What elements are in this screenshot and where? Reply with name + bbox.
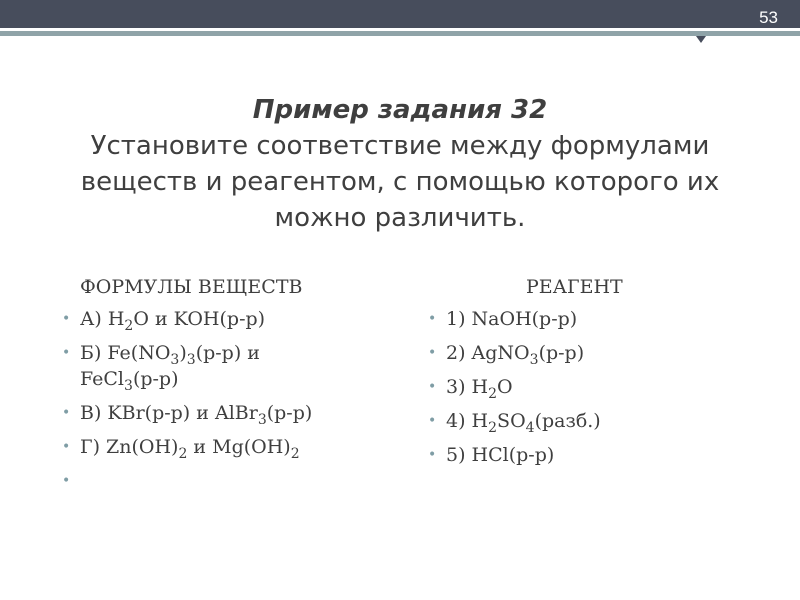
item-text: и Mg(OH) (187, 436, 291, 458)
title-line-1: Пример задания 32 (252, 95, 548, 125)
list-item (426, 442, 766, 468)
bullet-icon: • (428, 311, 437, 327)
subscript: 2 (488, 420, 498, 436)
slide-number: 53 (759, 8, 778, 27)
list-item (426, 374, 766, 400)
list-item (60, 340, 400, 392)
bullet-icon: • (428, 447, 437, 463)
formulas-header: ФОРМУЛЫ ВЕЩЕСТВ (80, 276, 303, 298)
item-text: Г) Zn(OH) (80, 436, 179, 458)
subscript: 2 (178, 446, 188, 462)
subscript: 3 (124, 378, 133, 394)
slide-title (20, 92, 780, 236)
reagents-column (426, 274, 766, 476)
item-text: (р-р) (538, 342, 585, 364)
list-item (60, 434, 400, 460)
bullet-icon: • (62, 439, 71, 455)
item-text: 1) NaOH(р-р) (446, 308, 578, 330)
item-text: O (497, 376, 513, 398)
item-text: А) H (80, 308, 125, 330)
subscript: 3 (529, 352, 539, 368)
item-text: 4) H (446, 410, 489, 432)
item-text: SO (497, 410, 526, 432)
list-item (426, 408, 766, 434)
list-item (426, 306, 766, 332)
item-text: 3) H (446, 376, 489, 398)
bullet-icon: • (62, 405, 71, 421)
list-item (426, 340, 766, 366)
subscript: 2 (290, 446, 300, 462)
title-line-3: веществ и реагентом, с помощью которого их (80, 167, 720, 197)
bullet-icon: • (62, 345, 71, 361)
list-item-empty (60, 468, 400, 494)
subscript: 3 (186, 352, 196, 368)
list-item (60, 306, 400, 332)
item-text: FeCl (80, 368, 125, 390)
slide-marker-icon (696, 36, 706, 43)
subscript: 2 (488, 386, 498, 402)
item-text: Б) Fe(NO (80, 342, 171, 364)
item-text: В) KBr(р-р) и AlBr (80, 402, 258, 424)
list-item (60, 400, 400, 426)
formulas-column (60, 274, 400, 502)
subscript: 3 (170, 352, 180, 368)
item-text: O и KOH(р-р) (133, 308, 266, 330)
subscript: 2 (124, 318, 134, 334)
item-text: ) (179, 342, 187, 364)
item-text: (р-р) (132, 368, 179, 390)
item-text: (р-р) (266, 402, 313, 424)
item-text: (р-р) и (195, 342, 260, 364)
bullet-icon: • (62, 311, 71, 327)
top-bar (0, 0, 800, 28)
reagents-header: РЕАГЕНТ (526, 276, 623, 298)
item-text: 5) HCl(р-р) (446, 444, 555, 466)
subscript: 4 (525, 420, 535, 436)
subscript: 3 (257, 412, 267, 428)
bullet-icon: • (62, 473, 71, 489)
bullet-icon: • (428, 379, 437, 395)
top-accent-line (0, 31, 800, 36)
bullet-icon: • (428, 345, 437, 361)
item-text: (разб.) (534, 410, 601, 432)
bullet-icon: • (428, 413, 437, 429)
item-text: 2) AgNO (446, 342, 530, 364)
title-line-4: можно различить. (274, 203, 526, 233)
title-line-2: Установите соответствие между формулами (90, 131, 710, 161)
